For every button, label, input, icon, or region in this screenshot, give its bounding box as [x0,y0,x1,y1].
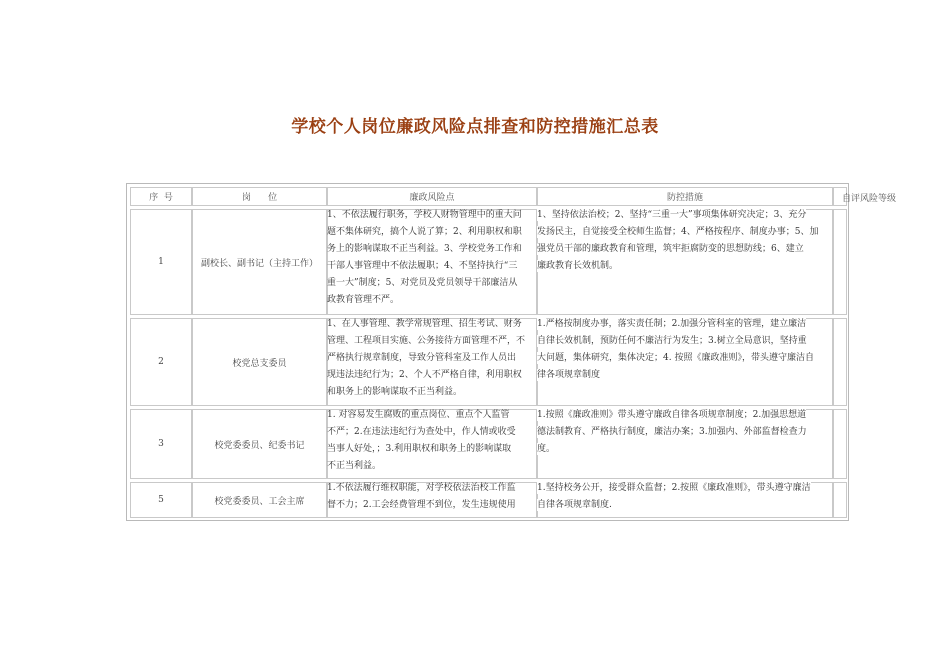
risk-line: 管理、工程项目实施、公务接待方面管理不严，不 [327,336,526,346]
measure-line: 发扬民主，自觉接受全校师生监督；4、严格按程序、制度办事；5、加 [537,227,819,237]
measure-line: 1.按照《廉政准则》带头遵守廉政自律各项规章制度；2.加强思想道 [537,410,807,420]
measure-line: 1.严格按制度办事，落实责任制；2.加强分管科室的管理，建立廉洁 [537,319,807,329]
measure-line: 1.坚持校务公开，接受群众监督；2.按照《廉政准则》，带头遵守廉洁 [537,483,811,493]
measure-line: 德法制教育、严格执行制度，廉洁办案；3.加强内、外部监督检查力 [537,427,807,437]
risk-line: 1、在人事管理、教学常规管理、招生考试、财务 [327,319,522,329]
risk-line: 和职务上的影响谋取不正当利益。 [327,387,463,397]
risk-line: 1.不依法履行维权职能，对学校依法治校工作监 [327,483,516,493]
header-post: 岗 位 [192,187,327,206]
risk-line: 1. 对容易发生腐败的重点岗位、重点个人监管 [327,410,510,420]
row-3-post: 校党委委员、纪委书记 [192,409,327,479]
row-2-seq: 2 [130,318,192,406]
measure-line: 强党员干部的廉政教育和管理，筑牢拒腐防变的思想防线；6、建立 [537,244,804,254]
measure-line: 度。 [537,444,556,454]
row-1-post: 副校长、副书记（主持工作） [192,209,327,315]
risk-line: 重一大”制度；5、对党员及党员领导干部廉洁从 [327,278,518,288]
row-2-level-cell [833,318,847,406]
row-3-seq: 3 [130,409,192,479]
row-2-post: 校党总支委员 [192,318,327,406]
risk-line: 务上的影响谋取不正当利益。3、学校党务工作和 [327,244,522,254]
risk-line: 现违法违纪行为；2、个人不严格自律，利用职权 [327,370,522,380]
row-4-post: 校党委委员、工会主席 [192,482,327,518]
measure-line: 廉政教育长效机制。 [537,261,619,271]
row-1-seq: 1 [130,209,192,315]
header-level: 自评风险等级 [842,194,897,204]
measure-line: 律各项规章制度 [537,370,601,380]
header-seq: 序 号 [130,187,192,206]
row-4-seq: 5 [130,482,192,518]
risk-line: 督不力；2.工会经费管理不到位，发生违规使用 [327,500,516,510]
header-risk: 廉政风险点 [327,187,537,206]
row-3-level-cell [833,409,847,479]
header-measure: 防控措施 [537,187,833,206]
risk-line: 严格执行规章制度，导致分管科室及工作人员出 [327,353,517,363]
risk-line: 政教育管理不严。 [327,295,400,305]
risk-line: 1、不依法履行职务，学校人财物管理中的重大问 [327,210,522,220]
measure-line: 大问题，集体研究，集体决定；4. 按照《廉政准则》，带头遵守廉洁自 [537,353,814,363]
risk-line: 题不集体研究，搞个人说了算；2、利用职权和职 [327,227,522,237]
row-4-level-cell [833,482,847,518]
row-1-level-cell [833,209,847,315]
risk-line: 干部人事管理中不依法履职；4、不坚持执行“三 [327,261,518,271]
measure-line: 自律长效机制，预防任何不廉洁行为发生；3.树立全局意识，坚持重 [537,336,807,346]
risk-line: 当事人好处，；3.利用职权和职务上的影响谋取 [327,444,512,454]
measure-line: 自律各项规章制度. [537,500,612,510]
risk-line: 不正当利益。 [327,461,382,471]
measure-line: 1、坚持依法治校；2、坚持“三重一大”事项集体研究决定；3、充分 [537,210,807,220]
risk-line: 不严；2.在违法违纪行为查处中，作人情或收受 [327,427,516,437]
document-title: 学校个人岗位廉政风险点排查和防控措施汇总表 [291,117,659,137]
